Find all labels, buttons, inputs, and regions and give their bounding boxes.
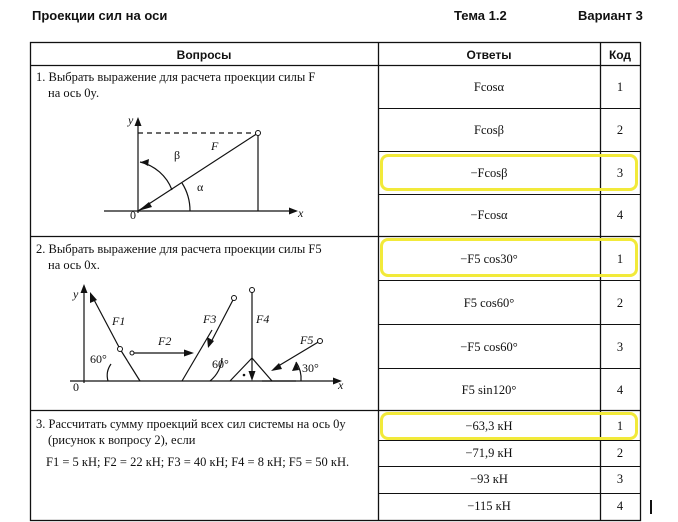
answer-q1-4[interactable]: −Fcosα	[470, 208, 508, 222]
highlight-q2-answer	[380, 238, 638, 277]
answer-q1-3[interactable]: −Fcosβ	[470, 166, 508, 180]
answer-q2-2[interactable]: F5 cos60°	[463, 296, 515, 310]
answer-q2-3[interactable]: −F5 cos60°	[460, 340, 518, 354]
fig2-f2-label: F2	[158, 334, 172, 348]
answer-q2-4[interactable]: F5 sin120°	[461, 383, 517, 397]
highlight-q1-answer	[380, 154, 638, 191]
fig1-alpha-label: α	[197, 180, 204, 194]
code-q1-1: 1	[616, 80, 624, 94]
code-q3-3: 3	[616, 472, 624, 486]
question-1-text: 1. Выбрать выражение для расчета проекции силы F	[36, 70, 316, 84]
code-q2-2: 2	[616, 296, 624, 310]
fig2-angle-3: 30°	[302, 361, 319, 375]
question-3-text: 3. Рассчитать сумму проекций всех сил системы на ось 0y	[36, 417, 346, 431]
fig2-origin-label: 0	[73, 380, 79, 394]
variant-label: Вариант 3	[578, 8, 643, 23]
header-questions: Вопросы	[176, 48, 232, 62]
fig2-f3-label: F3	[203, 312, 217, 326]
fig1-force-label: F	[211, 139, 219, 153]
code-q3-1: 1	[616, 419, 624, 433]
page-title: Проекции сил на оси	[32, 8, 168, 23]
fig2-f4-label: F4	[256, 312, 270, 326]
code-q3-4: 4	[616, 499, 624, 513]
question-3-text-2: (рисунок к вопросу 2), если	[48, 433, 196, 447]
fig2-y-label: y	[73, 287, 79, 301]
fig2-x-label: x	[338, 378, 344, 392]
code-q1-3: 3	[616, 166, 624, 180]
fig2-angle-2: 60°	[212, 357, 229, 371]
code-q1-2: 2	[616, 123, 624, 137]
question-1-text-2: на ось 0y.	[48, 86, 100, 100]
answer-q3-1[interactable]: −63,3 кН	[465, 419, 513, 433]
fig2-f5-label: F5	[300, 333, 314, 347]
code-q1-4: 4	[616, 208, 624, 222]
fig1-beta-label: β	[174, 148, 181, 162]
topic-label: Тема 1.2	[454, 8, 507, 23]
question-3-values: F1 = 5 кН; F2 = 22 кН; F3 = 40 кН; F4 = 8 кН; F5 = 50 кН.	[46, 455, 350, 469]
answer-q3-3[interactable]: −93 кН	[470, 472, 508, 486]
answer-q3-2[interactable]: −71,9 кН	[465, 446, 513, 460]
fig2-angle-1: 60°	[90, 352, 107, 366]
fig2-f1-label: F1	[112, 314, 126, 328]
answer-q1-2[interactable]: Fcosβ	[474, 123, 504, 137]
answer-q1-1[interactable]: Fcosα	[473, 80, 505, 94]
question-2-text-2: на ось 0x.	[48, 258, 100, 272]
margin-mark	[650, 500, 652, 514]
answer-q2-1[interactable]: −F5 cos30°	[460, 252, 518, 266]
code-q2-1: 1	[616, 252, 624, 266]
code-q3-2: 2	[616, 446, 624, 460]
fig1-origin-label: 0	[130, 208, 136, 222]
code-q2-4: 4	[616, 383, 624, 397]
code-q2-3: 3	[616, 340, 624, 354]
question-2-text: 2. Выбрать выражение для расчета проекции силы F5	[36, 242, 322, 256]
answer-q3-4[interactable]: −115 кН	[467, 499, 511, 513]
header-code: Код	[608, 48, 632, 62]
highlight-q3-answer	[380, 412, 638, 440]
fig1-x-label: x	[298, 206, 304, 220]
header-answers: Ответы	[466, 48, 512, 62]
fig1-y-label: y	[128, 113, 134, 127]
